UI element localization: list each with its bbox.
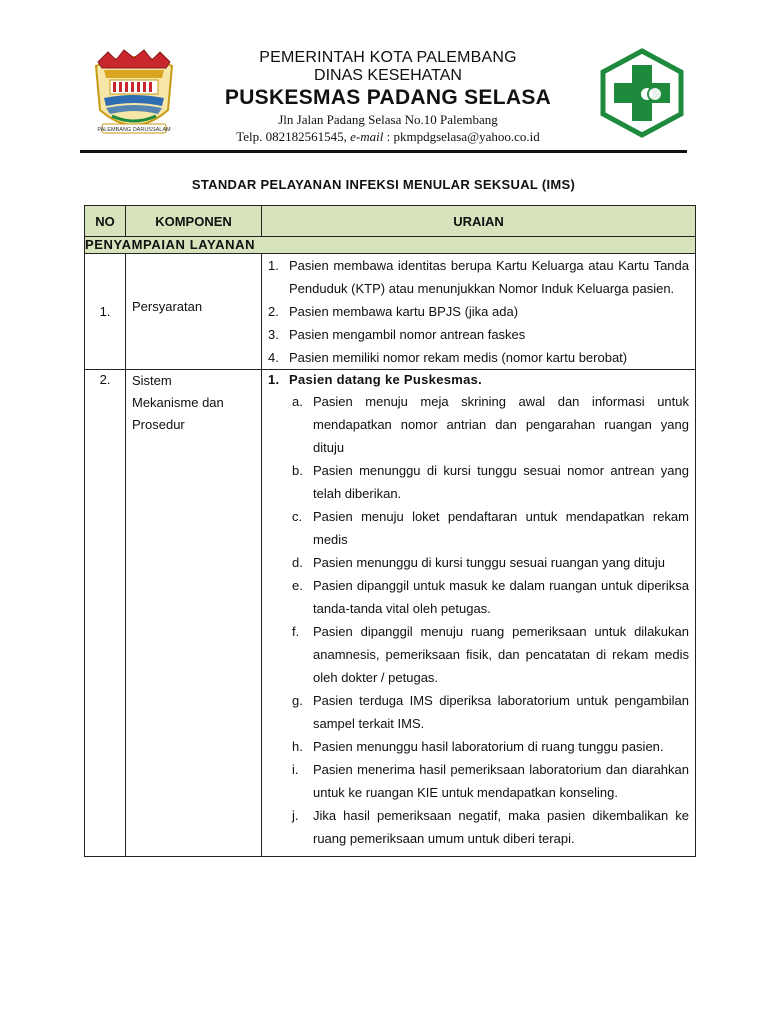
row-description [262,254,696,370]
item-letter: j. [292,808,299,823]
item-text: Pasien membawa kartu BPJS (jika ada) [289,304,519,319]
item-number: 2. [268,304,279,319]
row-number: 2. [85,370,126,857]
item-letter: a. [292,394,303,409]
component-line: Mekanisme dan [132,395,224,410]
table-row [85,370,696,857]
phone-text: Telp. 082182561545, [236,129,351,144]
item-text: Pasien terduga IMS diperiksa laboratorium untuk pengambilan sampel terkait IMS. [313,693,689,731]
item-text: Jika hasil pemeriksaan negatif, maka pasien dikembalikan ke ruang pemeriksaan umum untuk diberi terapi. [313,808,689,846]
row-number: 1. [85,254,126,370]
row-component: Persyaratan [126,254,262,370]
list-item [262,390,695,459]
section-title: PENYAMPAIAN LAYANAN [85,237,696,254]
letterhead-divider [80,150,687,153]
list-item [262,620,695,689]
list-item [262,346,695,369]
list-item [262,574,695,620]
address-line: Jln Jalan Padang Selasa No.10 Palembang [278,112,498,127]
item-text: Pasien dipanggil untuk masuk ke dalam ruangan untuk diperiksa tanda-tanda vital oleh petugas. [313,578,689,616]
list-item [262,459,695,505]
service-standard-table [84,205,696,857]
procedure-list [262,390,695,850]
row-component [126,370,262,857]
item-letter: b. [292,463,303,478]
item-letter: i. [292,762,299,777]
institution-name: PUSKESMAS PADANG SELASA [224,86,552,109]
item-letter: e. [292,578,303,593]
row-description [262,370,696,857]
list-item [262,254,695,300]
header-komponen: KOMPONEN [126,206,262,237]
item-text: Pasien menunggu hasil laboratorium di ruang tunggu pasien. [313,739,664,754]
item-text: Pasien menunggu di kursi tunggu sesuai ruangan yang dituju [313,555,665,570]
item-text: Pasien mengambil nomor antrean faskes [289,327,526,342]
list-item [262,735,695,758]
item-number: 3. [268,327,279,342]
letterhead [188,48,588,145]
agency-name: DINAS KESEHATAN [314,67,462,84]
item-number: 4. [268,350,279,365]
list-item [262,300,695,323]
requirement-list [262,254,695,369]
table-header-row [85,206,696,237]
header-uraian: URAIAN [262,206,696,237]
item-text: Pasien membawa identitas berupa Kartu Keluarga atau Kartu Tanda Penduduk (KTP) atau menunjukkan Nomor Induk Keluarga pasien. [289,258,689,296]
item-text: Pasien menuju meja skrining awal dan informasi untuk mendapatkan nomor antrian dan pengarahan ruangan yang dituju [313,394,689,455]
item-text: Pasien memiliki nomor rekam medis (nomor kartu berobat) [289,350,628,365]
puskesmas-cross-icon [597,48,687,138]
item-letter: c. [292,509,303,524]
header-no: NO [85,206,126,237]
list-item [262,323,695,346]
contact-line [188,128,588,145]
item-text: Pasien menuju loket pendaftaran untuk mendapatkan rekam medis [313,509,689,547]
section-row [85,237,696,254]
table-row [85,254,696,370]
item-text: Pasien dipanggil menuju ruang pemeriksaan untuk dilakukan anamnesis, pemeriksaan fisik, dan pencatatan di rekam medis oleh dokter / petugas. [313,624,689,685]
item-number: 1. [268,258,279,273]
svg-text:PALEMBANG DARUSSALAM: PALEMBANG DARUSSALAM [97,127,171,133]
list-item [262,689,695,735]
item-letter: h. [292,739,303,754]
procedure-heading [262,370,695,390]
list-item [262,551,695,574]
item-text: Pasien menerima hasil pemeriksaan laboratorium dan diarahkan untuk ke ruangan KIE untuk mendapatkan konseling. [313,762,689,800]
item-text: Pasien menunggu di kursi tunggu sesuai nomor antrean yang telah diberikan. [313,463,689,501]
item-letter: f. [292,624,300,639]
component-line: Sistem [132,373,172,388]
heading-number: 1. [268,372,280,387]
component-line: Prosedur [132,417,185,432]
item-letter: d. [292,555,303,570]
government-name: PEMERINTAH KOTA PALEMBANG [259,49,517,66]
item-letter: g. [292,693,303,708]
heading-text: Pasien datang ke Puskesmas. [289,372,483,387]
document-title: STANDAR PELAYANAN INFEKSI MENULAR SEKSUAL (IMS) [191,177,576,192]
palembang-emblem-icon [88,44,180,140]
list-item [262,505,695,551]
email-label: e-mail [350,129,384,144]
email-text: : pkmpdgselasa@yahoo.co.id [383,129,540,144]
list-item [262,758,695,804]
list-item [262,804,695,850]
